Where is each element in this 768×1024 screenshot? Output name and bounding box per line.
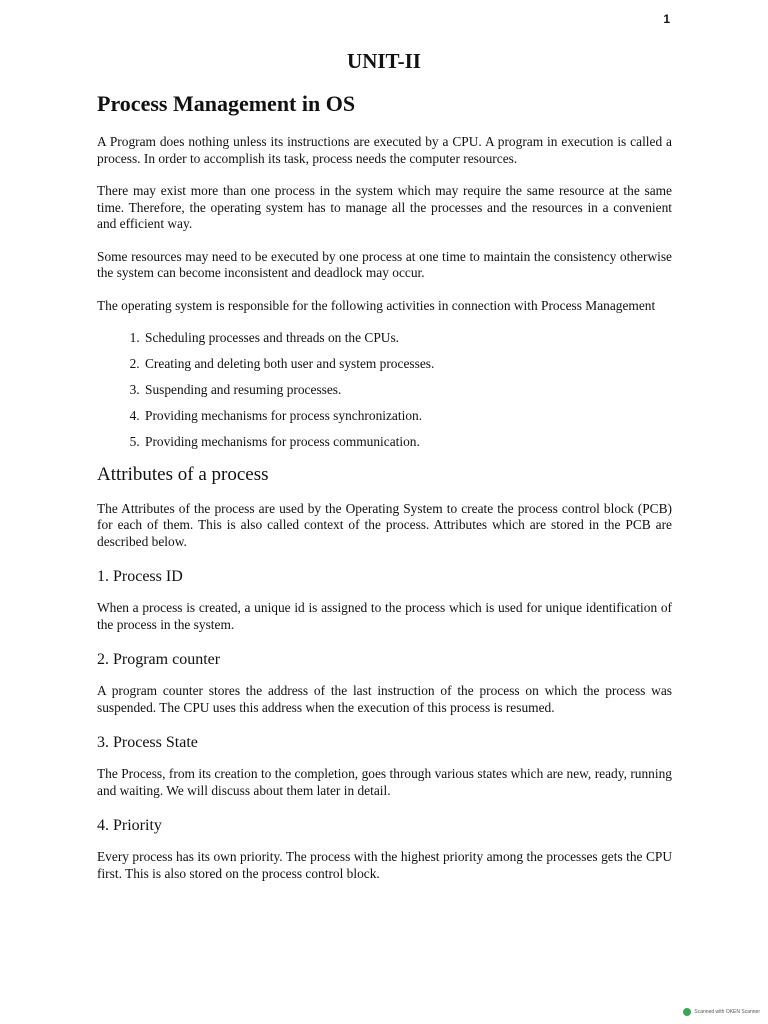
intro-paragraph: The operating system is responsible for the following activities in connection with Process Management [97, 297, 656, 313]
attributes-intro: The Attributes of the process are used by the Operating System to create the process control block (PCB) for each of them. This is also called context of the process. Attributes which are stored in the PCB are described below. [97, 500, 672, 549]
page-number: 1 [663, 12, 670, 26]
attribute-text: A program counter stores the address of the last instruction of the process on which the process was suspended. The CPU uses this address when the execution of this process is resumed. [97, 683, 672, 715]
intro-paragraph: There may exist more than one process in the system which may require the same resource at the same time. Therefore, the operating system has to manage all the processes and the resources in a convenient and efficient way. [97, 183, 672, 231]
page-title: Process Management in OS [97, 91, 356, 116]
attribute-text: Every process has its own priority. The process with the highest priority among the processes gets the CPU first. This is also stored on the process control block. [97, 849, 672, 881]
attribute-text: When a process is created, a unique id is assigned to the process which is used for unique identification of the process in the system. [97, 600, 672, 632]
scanner-watermark-text: Scanned with OKEN Scanner [694, 1009, 760, 1015]
attribute-text: The Process, from its creation to the completion, goes through various states which are new, ready, running and waiting. We will discuss about them later in detail. [97, 766, 672, 798]
attribute-heading: 1. Process ID [97, 568, 183, 585]
intro-paragraph: A Program does nothing unless its instructions are executed by a CPU. A program in execution is called a process. In order to accomplish its task, process needs the computer resources. [97, 134, 672, 166]
scanner-watermark [683, 1008, 760, 1016]
attribute-heading: 2. Program counter [97, 651, 221, 668]
list-item: 4. Providing mechanisms for process synchronization. [143, 408, 672, 425]
document-body [97, 90, 672, 898]
section-heading-attributes: Attributes of a process [97, 463, 269, 485]
unit-title: UNIT-II [347, 49, 421, 73]
list-item: 5. Providing mechanisms for process communication. [143, 434, 672, 451]
activities-list [97, 330, 672, 451]
attribute-heading: 4. Priority [97, 817, 162, 834]
intro-paragraph: Some resources may need to be executed by one process at one time to maintain the consistency otherwise the system can become inconsistent and deadlock may occur. [97, 248, 672, 280]
list-item: 2. Creating and deleting both user and system processes. [143, 356, 672, 373]
list-item: 1. Scheduling processes and threads on the CPUs. [143, 330, 672, 347]
list-item: 3. Suspending and resuming processes. [143, 382, 672, 399]
scanner-logo-icon [683, 1008, 691, 1016]
attribute-heading: 3. Process State [97, 734, 198, 751]
